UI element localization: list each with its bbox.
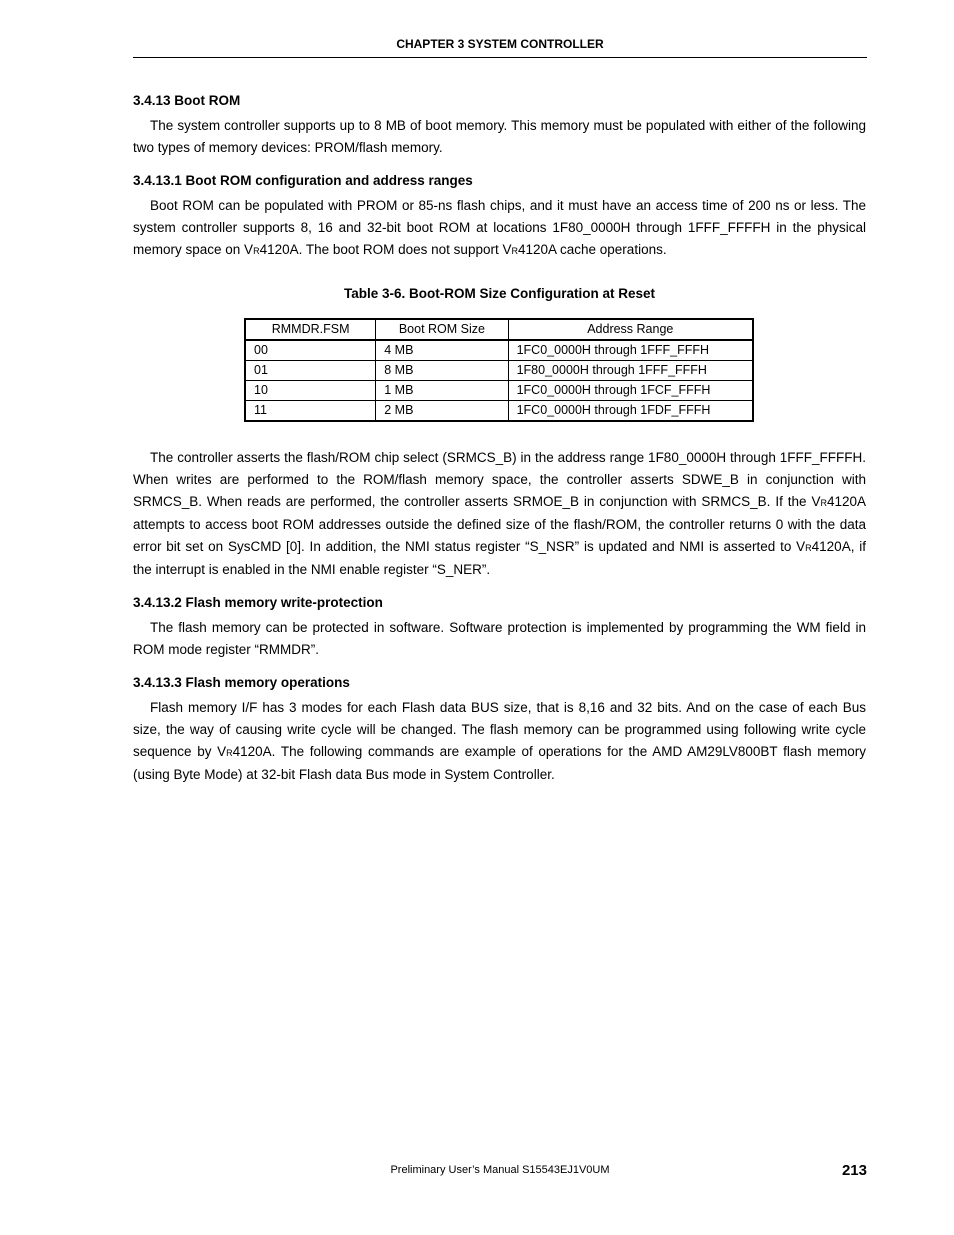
- chapter-header: CHAPTER 3 SYSTEM CONTROLLER: [396, 37, 604, 51]
- paragraph-boot-rom: The system controller supports up to 8 MB of boot memory. This memory must be populated with either of the following two types of memory devices: PROM/flash memory.: [133, 118, 866, 155]
- table-header-row: [245, 319, 753, 340]
- header-address-range: Address Range: [508, 319, 753, 340]
- cell-fsm: 10: [245, 381, 376, 401]
- boot-rom-size-table: [244, 318, 754, 422]
- page-content: [133, 93, 866, 786]
- cell-range: 1F80_0000H through 1FFF_FFFH: [508, 361, 753, 381]
- vr-subscript: R: [226, 748, 233, 758]
- cell-size: 8 MB: [376, 361, 508, 381]
- section-title-flash-operations: 3.4.13.3 Flash memory operations: [133, 675, 350, 690]
- cell-fsm: 00: [245, 340, 376, 361]
- cell-range: 1FC0_0000H through 1FDF_FFFH: [508, 401, 753, 422]
- header-rule: [133, 57, 867, 58]
- paragraph-chip-select: The controller asserts the flash/ROM chip select (SRMCS_B) in the address range 1F80_0000H through 1FFF_FFFFH. When writes are performed to the ROM/flash memory space, the controller asserts SDWE_B in conjunction with SRMCS_B. When reads are performed, the controller asserts SRMOE_B in conjunction with SRMCS_B. If the VR4120A attempts to access boot ROM addresses outside the defined size of the flash/ROM, the controller returns 0 with the data error bit set on SysCMD [0]. In addition, the NMI status register “S_NSR” is updated and NMI is asserted to VR4120A, if the interrupt is enabled in the NMI enable register “S_NER”.: [133, 450, 866, 577]
- page-number: 213: [841, 1162, 867, 1179]
- paragraph-config: Boot ROM can be populated with PROM or 85-ns flash chips, and it must have an access time of 200 ns or less. The system controller supports 8, 16 and 32-bit boot ROM at locations 1F80_0000H through 1FFF_FFFFH in the physical memory space on VR4120A. The boot ROM does not support VR4120A cache operations.: [133, 198, 866, 257]
- paragraph-write-protection: The flash memory can be protected in software. Software protection is implemented by programming the WM field in ROM mode register “RMMDR”.: [133, 620, 866, 657]
- cell-size: 1 MB: [376, 381, 508, 401]
- vr-subscript: R: [820, 498, 827, 508]
- footer-manual-id: Preliminary User’s Manual S15543EJ1V0UM: [390, 1164, 610, 1176]
- cell-size: 4 MB: [376, 340, 508, 361]
- cell-size: 2 MB: [376, 401, 508, 422]
- cell-fsm: 01: [245, 361, 376, 381]
- cell-range: 1FC0_0000H through 1FFF_FFFH: [508, 340, 753, 361]
- section-title-config: 3.4.13.1 Boot ROM configuration and address ranges: [133, 173, 473, 188]
- table-row: [245, 340, 753, 361]
- table-row: [245, 401, 753, 422]
- vr-subscript: R: [253, 246, 260, 256]
- section-title-write-protection: 3.4.13.2 Flash memory write-protection: [133, 595, 383, 610]
- header-rmmdr-fsm: RMMDR.FSM: [245, 319, 376, 340]
- cell-fsm: 11: [245, 401, 376, 422]
- section-title-boot-rom: 3.4.13 Boot ROM: [133, 93, 241, 108]
- header-boot-rom-size: Boot ROM Size: [376, 319, 508, 340]
- table-row: [245, 381, 753, 401]
- cell-range: 1FC0_0000H through 1FCF_FFFH: [508, 381, 753, 401]
- vr-subscript: R: [805, 543, 812, 553]
- table-title: Table 3-6. Boot-ROM Size Configuration at Reset: [343, 286, 656, 301]
- table-row: [245, 361, 753, 381]
- paragraph-flash-operations: Flash memory I/F has 3 modes for each Flash data BUS size, that is 8,16 and 32 bits. And on the case of each Bus size, the way of causing write cycle will be changed. The flash memory can be programmed using following write cycle sequence by VR4120A. The following commands are example of operations for the AMD AM29LV800BT flash memory (using Byte Mode) at 32-bit Flash data Bus mode in System Controller.: [133, 700, 867, 782]
- vr-subscript: R: [511, 246, 518, 256]
